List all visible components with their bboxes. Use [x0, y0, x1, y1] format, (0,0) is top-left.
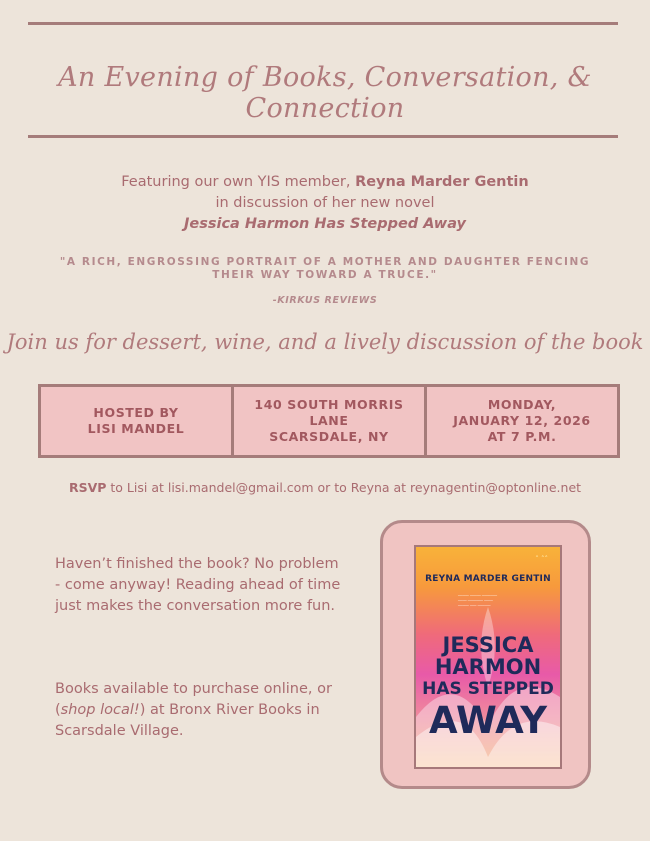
purchase-paragraph — [55, 679, 345, 742]
rsvp-text: to Lisi at lisi.mandel@gmail.com or to Reyna at reynagentin@optonline.net — [106, 480, 582, 495]
host-label: HOSTED BY — [93, 405, 179, 420]
feature-line-2: in discussion of her new novel — [215, 195, 435, 211]
review-source: -KIRKUS REVIEWS — [272, 295, 378, 306]
address-city: SCARSDALE, NY — [269, 429, 389, 444]
address-street: 140 SOUTH MORRIS LANE — [254, 397, 404, 428]
review-quote: "A RICH, ENGROSSING PORTRAIT OF A MOTHER AND DAUGHTER FENCING THEIR WAY TOWARD A TRUCE." — [59, 256, 591, 281]
book-title: Jessica Harmon Has Stepped Away — [184, 216, 466, 232]
date-day: MONDAY, — [487, 397, 557, 412]
purchase-text-end: ) at Bronx River Books in Scarsdale Village. — [55, 702, 320, 739]
date-date: JANUARY 12, 2026 — [453, 413, 591, 428]
cover-title-2: HARMON — [434, 655, 542, 679]
feature-block — [0, 172, 650, 235]
author-name: Reyna Marder Gentin — [355, 174, 529, 190]
rsvp-label: RSVP — [68, 480, 107, 495]
cover-author: REYNA MARDER GENTIN — [425, 574, 551, 584]
cover-title-3: HAS STEPPED — [422, 679, 554, 699]
address-cell — [231, 387, 424, 455]
feature-intro: Featuring our own YIS member, — [121, 174, 356, 190]
title-divider — [28, 135, 618, 138]
date-time: AT 7 P.M. — [487, 429, 557, 444]
birds-icon: ˄ ˄˄ — [535, 555, 548, 563]
cover-blurb-decoration: ───── ───── ─────── ──── ─────── ──── ───── ─── ────── — [458, 594, 498, 608]
cover-title-4: AWAY — [428, 699, 547, 742]
cover-title-1: JESSICA — [442, 633, 534, 657]
event-info-bar — [38, 384, 620, 458]
shop-local-text: shop local! — [60, 702, 140, 718]
page-title: An Evening of Books, Conversation, & Connection — [58, 62, 592, 124]
date-cell — [424, 387, 617, 455]
purchase-text-start: Books available to purchase online, or ( — [55, 681, 332, 718]
host-name: LISI MANDEL — [87, 421, 185, 436]
invite-line: Join us for dessert, wine, and a lively discussion of the book — [6, 330, 644, 354]
book-cover-image — [414, 545, 562, 769]
not-finished-paragraph: Haven’t finished the book? No problem - come anyway! Reading ahead of time just makes the conversation more fun. — [55, 556, 341, 614]
book-cover-frame — [380, 520, 591, 789]
rsvp-line — [0, 480, 650, 495]
top-divider — [28, 22, 618, 25]
host-cell — [41, 387, 231, 455]
